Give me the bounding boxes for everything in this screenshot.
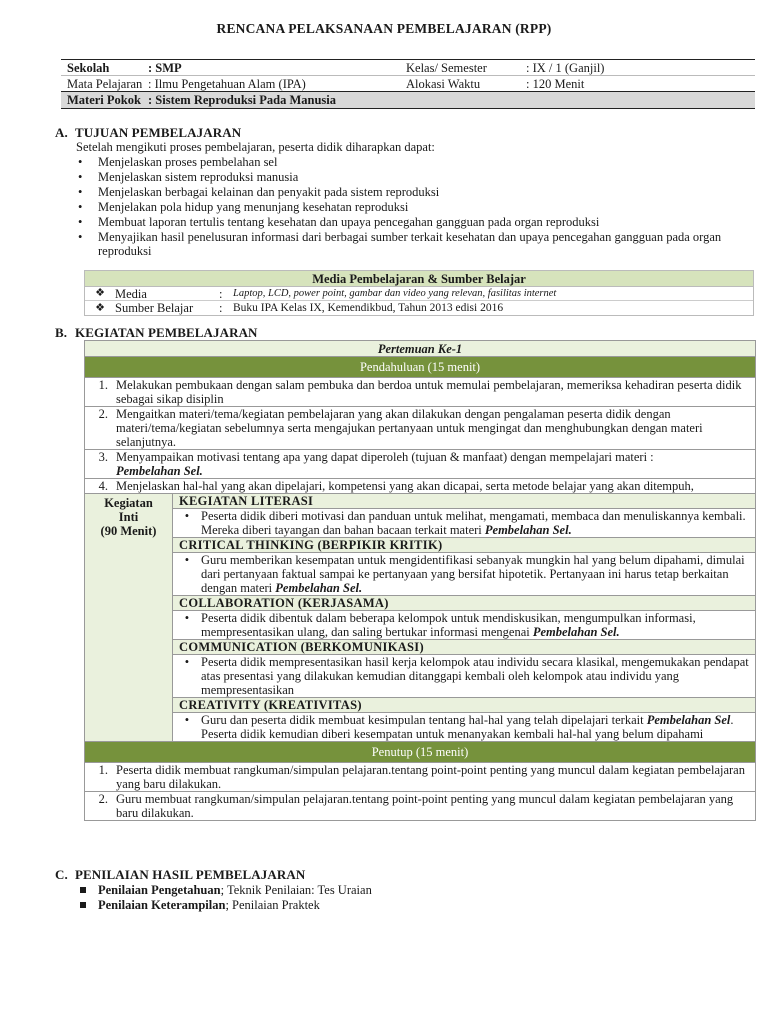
section-a-letter: A. (55, 125, 68, 140)
creativity-text-end: . Peserta didik kemudian diberi kesempatan untuk menanyakan kembali hal-hal yang belum dipahami (201, 713, 734, 741)
bullet-icon: • (184, 553, 190, 567)
activity-table (84, 340, 756, 821)
section-b-letter: B. (55, 325, 68, 340)
list-item (74, 230, 746, 258)
class-value: : IX / 1 (Ganjil) (526, 60, 605, 75)
communication-body (173, 655, 755, 698)
section-b-title: KEGIATAN PEMBELAJARAN (75, 325, 258, 340)
creativity-body (173, 713, 755, 741)
section-a-title: TUJUAN PEMBELAJARAN (75, 125, 242, 140)
assessment-label: Penilaian Pengetahuan (98, 883, 221, 897)
literacy-text-wrap (201, 509, 755, 537)
list-item (74, 185, 746, 200)
objective-text: Menjelaskan sistem reproduksi manusia (98, 170, 299, 184)
list-item (74, 215, 746, 230)
topic-label: Materi Pokok (67, 93, 141, 107)
table-row (85, 407, 755, 450)
time-allocation-value: : 120 Menit (526, 76, 585, 91)
section-c-letter: C. (55, 867, 68, 882)
colon: : (219, 286, 223, 301)
critical-text-wrap (201, 553, 755, 595)
identity-table (61, 59, 755, 109)
assessment-list (78, 883, 372, 913)
row-text: Menjelaskan hal-hal yang akan dipelajari, kompetensi yang akan dicapai, serta metode belajar yang akan ditempuh, (116, 479, 694, 493)
subject-value: : Ilmu Pengetahuan Alam (IPA) (148, 76, 306, 91)
row-number: 3. (98, 450, 108, 464)
bullet-icon: • (78, 215, 83, 229)
topic-value: : Sistem Reproduksi Pada Manusia (148, 93, 336, 107)
row-text: Peserta didik membuat rangkuman/simpulan pelajaran.tentang point-point penting yang muncul dalam kegiatan pembelajaran yang baru dilakukan. (116, 763, 745, 791)
objectives-list (74, 155, 746, 258)
meeting-title: Pertemuan Ke-1 (85, 341, 755, 357)
topic-emphasis: Pembelahan Sel. (484, 523, 572, 537)
literacy-body (173, 509, 755, 538)
bullet-icon: • (184, 611, 190, 625)
row-number: 2. (98, 792, 108, 806)
section-c-heading (55, 868, 305, 883)
assessment-value: ; Teknik Penilaian: Tes Uraian (220, 883, 372, 897)
row-text: Menyampaikan motivasi tentang apa yang dapat diperoleh (tujuan & manfaat) dengan mempelajari materi : (116, 450, 654, 464)
intro-band: Pendahuluan (15 menit) (85, 357, 755, 378)
row-number: 1. (98, 378, 108, 392)
collaboration-text-wrap (201, 611, 755, 639)
media-table (84, 270, 754, 316)
section-b-heading (55, 326, 258, 341)
row-text: Guru membuat rangkuman/simpulan pelajaran.tentang point-point penting yang muncul dalam kegiatan pembelajaran yang baru dilakukan. (116, 792, 734, 820)
bullet-icon: • (78, 200, 83, 214)
topic-emphasis: Pembelahan Sel. (116, 464, 203, 478)
square-bullet-icon (80, 887, 86, 893)
objective-text: Menjelakan pola hidup yang menunjang kesehatan reproduksi (98, 200, 409, 214)
critical-thinking-body (173, 553, 755, 596)
collaboration-text: Peserta didik dibentuk dalam beberapa kelompok untuk mendiskusikan, mengumpulkan informasi, mempresentasikan ulang, dan saling bertukar informasi mengenai (201, 611, 696, 639)
critical-thinking-heading: CRITICAL THINKING (BERPIKIR KRITIK) (173, 538, 755, 553)
creativity-heading: CREATIVITY (KREATIVITAS) (173, 698, 755, 713)
media-table-heading: Media Pembelajaran & Sumber Belajar (85, 271, 753, 287)
row-number: 1. (98, 763, 108, 777)
class-label: Kelas/ Semester (406, 60, 487, 75)
media-value: Laptop, LCD, power point, gambar dan video yang relevan, fasilitas internet (233, 287, 557, 299)
objective-text: Menyajikan hasil penelusuran informasi dari berbagai sumber terkait kesehatan dan upaya pencegahan gangguan pada organ reproduksi (98, 230, 722, 258)
assessment-label: Penilaian Keterampilan (98, 898, 226, 912)
subject-label: Mata Pelajaran (67, 76, 143, 91)
school-value: : SMP (148, 60, 182, 75)
source-label: Sumber Belajar (115, 301, 194, 315)
core-label (85, 494, 173, 741)
row-number: 4. (98, 479, 108, 493)
bullet-icon: • (78, 170, 83, 184)
source-value: Buku IPA Kelas IX, Kemendikbud, Tahun 2013 edisi 2016 (233, 301, 504, 314)
objective-text: Menjelaskan proses pembelahan sel (98, 155, 278, 169)
square-bullet-icon (80, 902, 86, 908)
table-row (85, 378, 755, 407)
objective-text: Membuat laporan tertulis tentang kesehatan dan upaya pencegahan gangguan pada organ reproduksi (98, 215, 600, 229)
literacy-heading: KEGIATAN LITERASI (173, 494, 755, 509)
row-text: Mengaitkan materi/tema/kegiatan pembelajaran yang akan dilakukan dengan pengalaman peserta didik dengan materi/tema/kegiatan sebelumnya serta mengajukan pertanyaan untuk mengingat dan menghubungkan dengan materi selanjutnya. (116, 407, 703, 449)
identity-row-subject (61, 76, 755, 92)
objective-text: Menjelaskan berbagai kelainan dan penyakit pada sistem reproduksi (98, 185, 440, 199)
row-text: Melakukan pembukaan dengan salam pembuka dan berdoa untuk memulai pembelajaran, memeriksa kehadiran peserta didik sebagai sikap disiplin (116, 378, 742, 406)
collaboration-heading: COLLABORATION (KERJASAMA) (173, 596, 755, 611)
assessment-value: ; Penilaian Praktek (225, 898, 320, 912)
core-content (173, 494, 755, 741)
list-item (74, 170, 746, 185)
identity-row-topic (61, 92, 755, 108)
bullet-icon: • (78, 155, 83, 169)
diamond-bullet-icon: ❖ (95, 287, 105, 300)
communication-text: Peserta didik mempresentasikan hasil kerja kelompok atau individu secara klasikal, mengemukakan pendapat atas presentasi yang dilakukan kemudian ditanggapi kembali oleh kelompok atau individu yang mempresentasikan (201, 655, 749, 697)
media-label: Media (115, 286, 147, 301)
time-allocation-label: Alokasi Waktu (406, 76, 481, 91)
bullet-icon: • (78, 185, 83, 199)
section-a-heading (55, 126, 241, 141)
creativity-text-wrap (201, 713, 755, 741)
colon: : (219, 301, 223, 315)
bullet-icon: • (78, 230, 83, 244)
core-label-line: (90 Menit) (100, 524, 157, 538)
topic-emphasis: Pembelahan Sel. (275, 581, 363, 595)
core-label-line: Kegiatan (104, 496, 153, 510)
diamond-bullet-icon: ❖ (95, 301, 105, 314)
topic-emphasis: Pembelahan Sel (646, 713, 731, 727)
source-row (85, 301, 753, 315)
list-item (78, 898, 372, 913)
table-row (85, 479, 755, 494)
critical-text: Guru memberikan kesempatan untuk mengidentifikasi sebanyak mungkin hal yang belum dipahami, dimulai dari pertanyaan faktual sampai ke pertanyaan yang bersifat hipotetik. Pertanyaan ini harus tetap berkaitan dengan materi (201, 553, 745, 595)
bullet-icon: • (184, 655, 190, 669)
row-text-wrap (116, 450, 755, 478)
media-row (85, 287, 753, 301)
objectives-intro: Setelah mengikuti proses pembelajaran, peserta didik diharapkan dapat: (76, 140, 435, 154)
row-number: 2. (98, 407, 108, 421)
list-item (74, 155, 746, 170)
list-item (74, 200, 746, 215)
core-activities (85, 494, 755, 742)
topic-emphasis: Pembelahan Sel. (532, 625, 620, 639)
collaboration-body (173, 611, 755, 640)
closing-band: Penutup (15 menit) (85, 742, 755, 763)
table-row (85, 763, 755, 792)
identity-row-school (61, 60, 755, 76)
list-item (78, 883, 372, 898)
document-title: RENCANA PELAKSANAAN PEMBELAJARAN (RPP) (216, 21, 552, 36)
table-row (85, 450, 755, 479)
core-label-line: Inti (118, 510, 139, 524)
school-label: Sekolah (67, 60, 110, 75)
table-row (85, 792, 755, 820)
communication-heading: COMMUNICATION (BERKOMUNIKASI) (173, 640, 755, 655)
literacy-text: Peserta didik diberi motivasi dan panduan untuk melihat, mengamati, membaca dan menuliskannya kembali. Mereka diberi tayangan dan bahan bacaan terkait materi (201, 509, 746, 537)
bullet-icon: • (184, 713, 190, 727)
bullet-icon: • (184, 509, 190, 523)
creativity-text: Guru dan peserta didik membuat kesimpulan tentang hal-hal yang telah dipelajari terkait (201, 713, 644, 727)
section-c-title: PENILAIAN HASIL PEMBELAJARAN (75, 867, 306, 882)
